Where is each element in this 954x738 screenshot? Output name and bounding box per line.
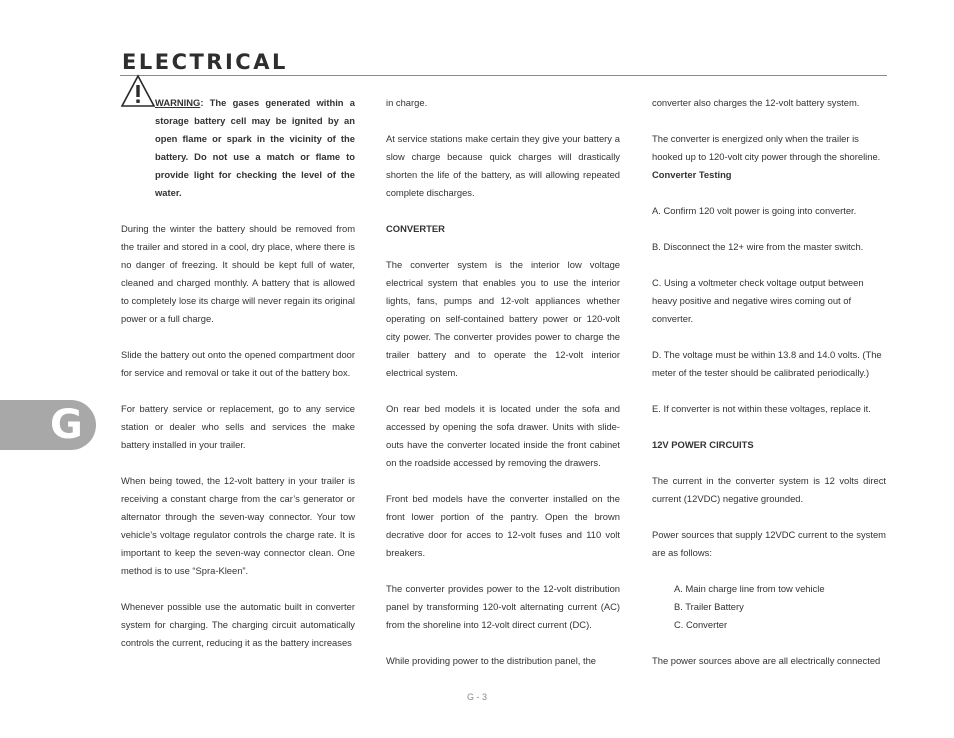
title-divider — [120, 75, 887, 76]
paragraph-in-charge: in charge. — [386, 97, 428, 108]
paragraph-current-converter: The current in the converter system is 12 volts direct current (12VDC) negative grounded. — [652, 475, 886, 504]
list-item: A. Main charge line from tow vehicle — [674, 583, 825, 594]
paragraph-converter-system: The converter system is the interior low voltage electrical system that enables you to use the interior lights, fans, pumps and 12-volt appliances whether operating on self-contained battery power or 120-volt city power. The converter provides power to charge the trailer battery and to operate the 12-volt interior electrical system. — [386, 259, 620, 378]
paragraph-service-stations: At service stations make certain they give your battery a slow charge because quick charges will drastically shorten the life of the battery, as will allowing repeated complete discharges. — [386, 133, 620, 198]
heading-converter: CONVERTER — [386, 223, 445, 234]
paragraph-rear-bed: On rear bed models it is located under the sofa and accessed by opening the sofa drawer. Units with slide-outs have the converter located inside the front cabinet on the roadside accessed by removing the drawers. — [386, 403, 620, 468]
paragraph-battery-service: For battery service or replacement, go to any service station or dealer who sells and services the make battery installed in your trailer. — [121, 403, 355, 450]
column-2 — [386, 94, 620, 688]
column-3 — [652, 94, 886, 688]
paragraph-while-providing: While providing power to the distribution panel, the — [386, 655, 597, 666]
test-step-e: E. If converter is not within these voltages, replace it. — [652, 403, 871, 414]
paragraph-power-sources: Power sources that supply 12VDC current to the system are as follows: — [652, 529, 886, 558]
paragraph-distribution-panel: The converter provides power to the 12-volt distribution panel by transforming 120-volt alternating current (AC) from the shoreline into 12-volt direct current (DC). — [386, 583, 620, 630]
paragraph-winter-storage: During the winter the battery should be removed from the trailer and stored in a cool, dry place, where there is no danger of freezing. It should be kept full of water, cleaned and charged monthly. A battery that is allowed to completely lose its charge will never regain its original power or a full charge. — [121, 223, 355, 324]
paragraph-slide-battery: Slide the battery out onto the opened compartment door for service and removal or take it out of the battery box. — [121, 349, 355, 378]
page-title: ELECTRICAL — [122, 50, 288, 74]
paragraph-towing-charge: When being towed, the 12-volt battery in your trailer is receiving a constant charge from the car’s generator or alternator through the seven-way connector. Your tow vehicle’s voltage regulator controls the charge rate. It is important to keep the seven-way connector clean. One method is to use “Spra-Kleen”. — [121, 475, 355, 576]
warning-paragraph — [121, 94, 355, 202]
heading-converter-testing: Converter Testing — [652, 169, 732, 180]
section-tab — [0, 400, 96, 450]
paragraph-front-bed: Front bed models have the converter installed on the front lower portion of the pantry. Open the brown decrative door for acces to 12-volt fuses and 110 volt breakers. — [386, 493, 620, 558]
paragraph-charges-battery: converter also charges the 12-volt battery system. — [652, 97, 860, 108]
test-step-c: C. Using a voltmeter check voltage output between heavy positive and negative wires coming out of converter. — [652, 277, 864, 324]
list-item: C. Converter — [674, 619, 728, 630]
test-step-a: A. Confirm 120 volt power is going into converter. — [652, 205, 857, 216]
paragraph-energized: The converter is energized only when the trailer is hooked up to 120-volt city power through the shoreline. — [652, 133, 881, 162]
test-step-b: B. Disconnect the 12+ wire from the master switch. — [652, 241, 864, 252]
section-tab-letter: G — [50, 402, 83, 448]
power-sources-list — [652, 580, 886, 634]
paragraph-connected: The power sources above are all electrically connected — [652, 655, 881, 666]
warning-label: WARNING — [155, 97, 201, 108]
warning-text: : The gases generated within a storage battery cell may be ignited by an open flame or spark in the vicinity of the battery. Do not use a match or flame to provide light for checking the level of the water. — [155, 97, 355, 198]
heading-12v-power-circuits: 12V POWER CIRCUITS — [652, 439, 754, 450]
column-1 — [121, 94, 355, 670]
paragraph-automatic-converter: Whenever possible use the automatic built in converter system for charging. The charging circuit automatically controls the current, reducing it as the battery increases — [121, 601, 355, 648]
list-item: B. Trailer Battery — [674, 601, 744, 612]
test-step-d: D. The voltage must be within 13.8 and 14.0 volts. (The meter of the tester should be calibrated periodically.) — [652, 349, 882, 378]
warning-triangle-icon — [121, 74, 155, 108]
page-number: G - 3 — [466, 692, 487, 702]
